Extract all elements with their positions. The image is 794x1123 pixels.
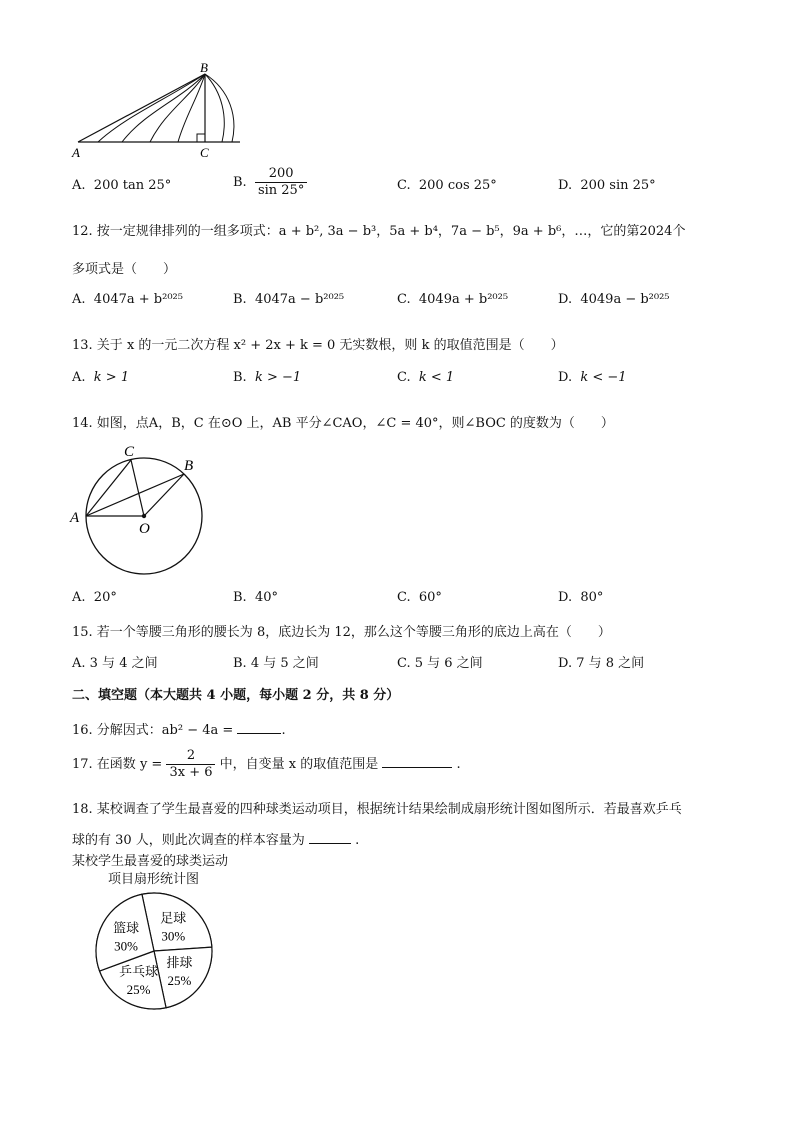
q14-figure xyxy=(68,440,218,580)
q17-answer-blank[interactable] xyxy=(382,755,452,768)
q14-option-d[interactable]: D. 80° xyxy=(558,590,604,605)
slice-value-1: 25% xyxy=(167,973,192,989)
q13-option-c[interactable]: C. k < 1 xyxy=(397,370,455,385)
label-a: A xyxy=(72,145,80,160)
slice-label-3: 篮球 xyxy=(113,920,140,936)
fraction: $\frac{200}{\sin 25^\circ}$ xyxy=(255,166,307,199)
slice-value-0: 30% xyxy=(161,928,186,944)
q15-option-b[interactable]: B. 4 与 5 之间 xyxy=(233,656,319,671)
chart-title: 某校学生最喜爱的球类运动 xyxy=(72,854,229,869)
q17-prefix: 17. 在函数 y = xyxy=(72,757,163,772)
q17-fraction: $\frac{2}{3x + 6}$ xyxy=(166,748,215,781)
q11-option-d[interactable]: D. 200 sin 25° xyxy=(558,178,656,193)
q12-option-d[interactable]: D. 4049a − b²⁰²⁵ xyxy=(558,292,670,307)
q15-stem: 15. 若一个等腰三角形的腰长为 8，底边长为 12，那么这个等腰三角形的底边上高在（ ） xyxy=(72,625,611,640)
q11-option-a[interactable]: A. 200 tan 25° xyxy=(72,178,172,193)
arc-3 xyxy=(150,74,205,142)
q13-stem: 13. 关于 x 的一元二次方程 x² + 2x + k = 0 无实数根，则 k 的取值范围是（ ） xyxy=(72,338,564,353)
slice-label-0: 足球 xyxy=(160,910,187,926)
q12-stem-line2: 多项式是（ ） xyxy=(72,262,177,277)
pie-chart xyxy=(90,888,230,1018)
label-c: C xyxy=(200,145,209,160)
right-angle-mark xyxy=(197,134,205,142)
slice-value-3: 30% xyxy=(114,938,138,954)
q13-option-b[interactable]: B. k > −1 xyxy=(233,370,302,385)
q12-option-c[interactable]: C. 4049a + b²⁰²⁵ xyxy=(397,292,509,307)
arc-6 xyxy=(205,74,234,142)
q18-stem-line2: 球的有 30 人，则此次调查的样本容量为 . xyxy=(72,833,360,848)
q14-option-c[interactable]: C. 60° xyxy=(397,590,442,605)
q18-answer-blank[interactable] xyxy=(309,831,351,844)
q14-option-a[interactable]: A. 20° xyxy=(72,590,117,605)
segment-ab xyxy=(86,474,184,516)
q12-option-a[interactable]: A. 4047a + b²⁰²⁵ xyxy=(72,292,183,307)
arc-2 xyxy=(122,74,205,142)
q12-option-b[interactable]: B. 4047a − b²⁰²⁵ xyxy=(233,292,345,307)
q13-option-a[interactable]: A. k > 1 xyxy=(72,370,130,385)
label-a: A xyxy=(70,510,80,526)
q17: 17. 在函数 y = $\frac{2}{3x + 6}$ 中，自变量 x 的取值范围是 . xyxy=(72,748,461,780)
arc-4 xyxy=(178,74,205,142)
q14-stem: 14. 如图，点A，B，C 在⊙O 上，AB 平分∠CAO，∠C = 40°，则∠BOC 的度数为（ ） xyxy=(72,416,614,431)
slice-label-1: 排球 xyxy=(166,955,193,971)
q15-option-d[interactable]: D. 7 与 8 之间 xyxy=(558,656,645,671)
label-b: B xyxy=(200,62,208,75)
chart-subtitle: 项目扇形统计图 xyxy=(108,872,200,887)
q18-stem-line1: 18. 某校调查了学生最喜爱的四种球类运动项目，根据统计结果绘制成扇形统计图如图所示．若最喜欢乒乓 xyxy=(72,802,682,817)
q11-figure xyxy=(70,62,250,160)
q11-option-b[interactable]: B. $\frac{200}{\sin 25^\circ}$ xyxy=(233,166,307,199)
q16: 16. 分解因式：ab² − 4a = . xyxy=(72,723,286,738)
segment-co xyxy=(131,460,144,516)
q14-option-b[interactable]: B. 40° xyxy=(233,590,278,605)
q15-option-c[interactable]: C. 5 与 6 之间 xyxy=(397,656,483,671)
q17-suffix: 中，自变量 x 的取值范围是 xyxy=(219,757,379,772)
segment-bo xyxy=(144,474,184,516)
arc-5 xyxy=(205,74,224,142)
line-ab xyxy=(78,74,205,142)
slice-value-2: 25% xyxy=(126,981,151,997)
center-dot xyxy=(142,514,146,518)
q15-option-a[interactable]: A. 3 与 4 之间 xyxy=(72,656,158,671)
q13-option-d[interactable]: D. k < −1 xyxy=(558,370,627,385)
q16-answer-blank[interactable] xyxy=(237,721,281,734)
section-title: 二、填空题（本大题共 4 小题，每小题 2 分，共 8 分） xyxy=(72,688,400,703)
q11-option-c[interactable]: C. 200 cos 25° xyxy=(397,178,497,193)
label-o: O xyxy=(139,521,150,537)
slice-label-2: 乒乓球 xyxy=(119,963,159,979)
q12-stem-line1: 12. 按一定规律排列的一组多项式：a + b², 3a − b³，5a + b⁴，7a − b⁵，9a + b⁶，…，它的第2024个 xyxy=(72,224,686,239)
q16-stem: 16. 分解因式：ab² − 4a = xyxy=(72,723,234,738)
label-b: B xyxy=(184,458,194,474)
label-c: C xyxy=(124,444,135,460)
arc-1 xyxy=(98,74,205,142)
